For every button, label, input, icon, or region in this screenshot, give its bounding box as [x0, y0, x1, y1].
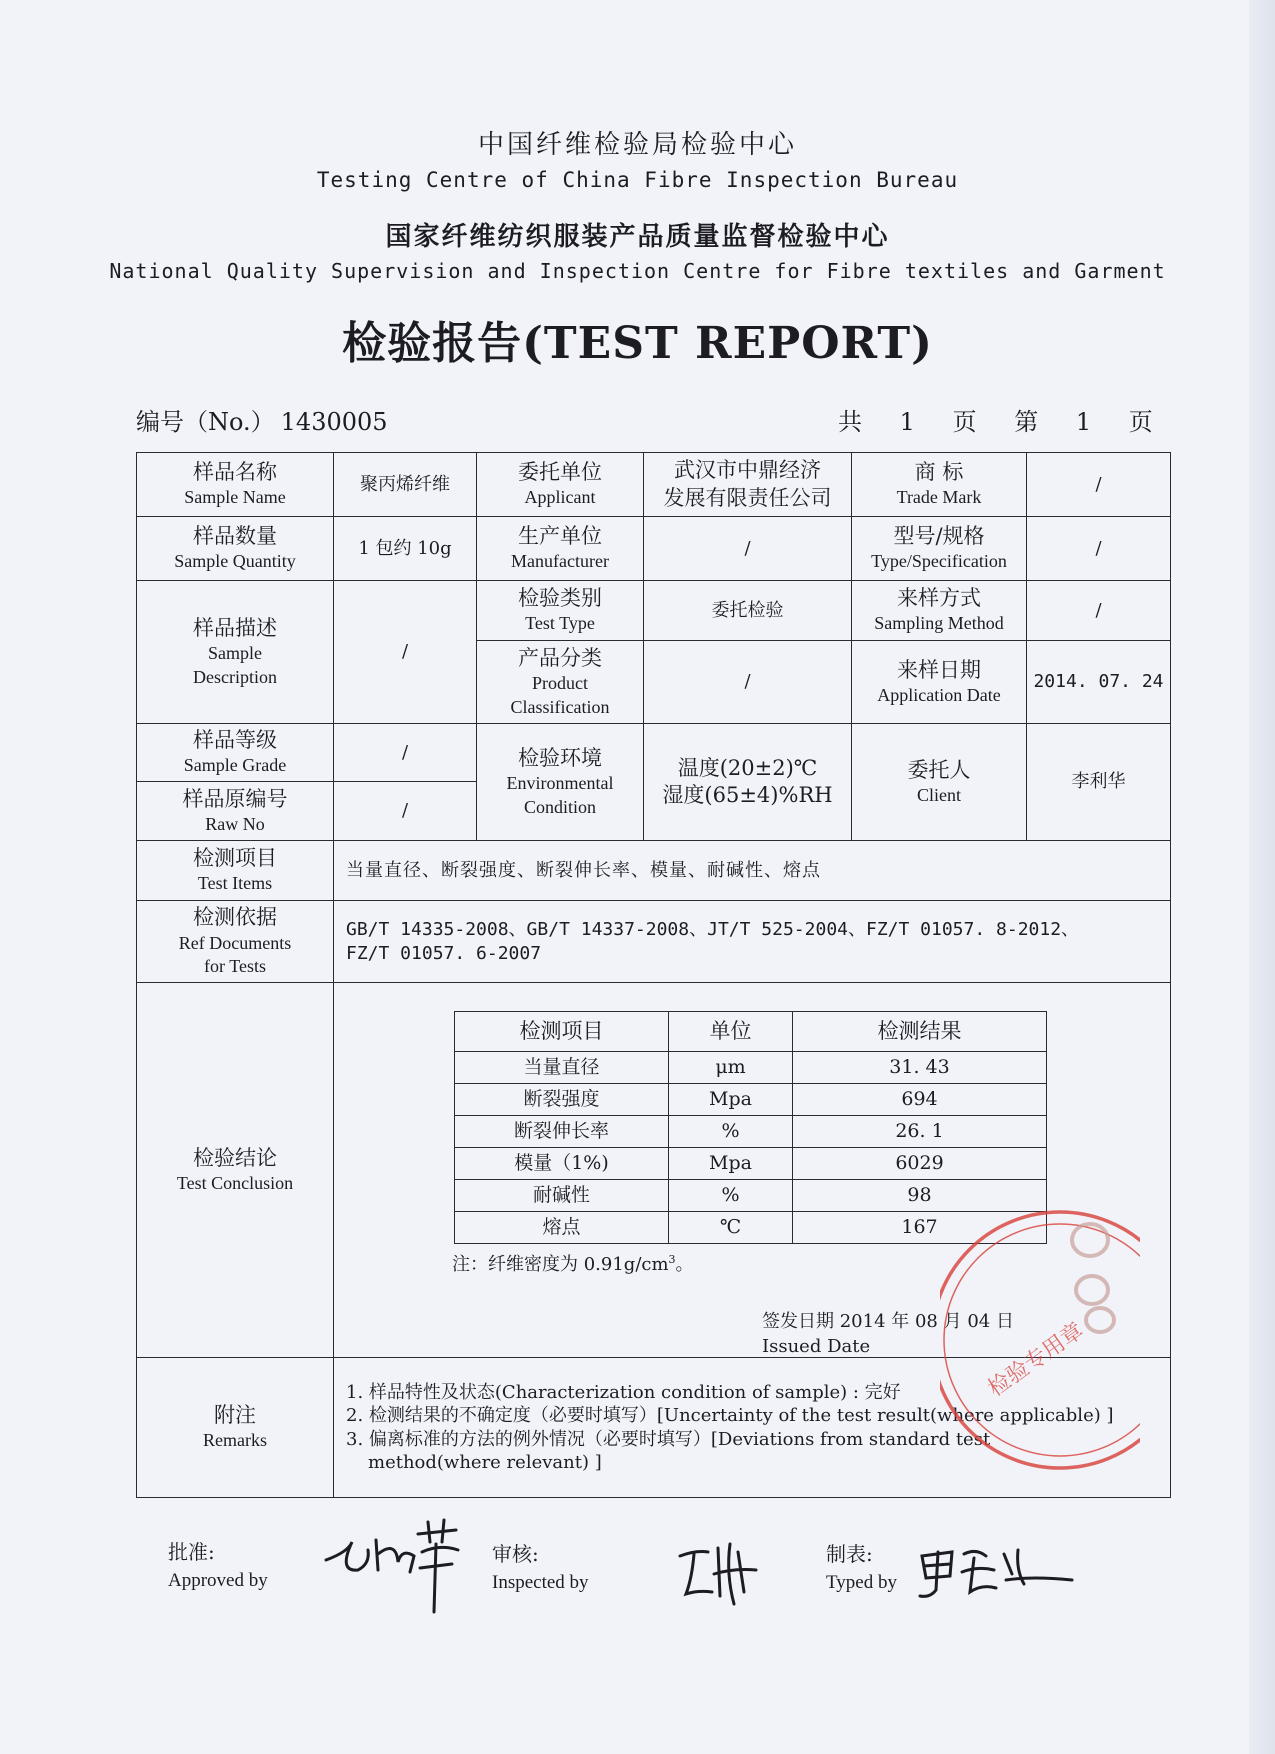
sample-grade-value: /: [334, 724, 477, 782]
approved-by-label: 批准: Approved by: [168, 1540, 268, 1591]
result-unit: %: [669, 1180, 793, 1212]
result-value: 167: [793, 1212, 1047, 1244]
page-current-label: 第: [1014, 408, 1039, 436]
page-unit-2: 页: [1128, 408, 1153, 436]
applicant-value: 武汉市中鼎经济 发展有限责任公司: [644, 453, 852, 517]
results-row: [455, 1052, 1047, 1084]
sampling-method-value: /: [1027, 581, 1171, 641]
inspected-signature: [674, 1534, 764, 1614]
result-item: 耐碱性: [455, 1180, 669, 1212]
manufacturer-label: 生产单位 Manufacturer: [477, 517, 644, 581]
page-total: 1: [899, 408, 915, 436]
remark-3: 3. 偏离标准的方法的例外情况（必要时填写）[Deviations from standard test: [346, 1428, 991, 1450]
results-row: [455, 1212, 1047, 1244]
org-name-cn: 中国纤维检验局检验中心: [477, 130, 797, 160]
environment-label: 检验环境 Environmental Condition: [477, 724, 644, 841]
product-classification-label: 产品分类 Product Classification: [477, 641, 644, 724]
remark-2: 2. 检测结果的不确定度（必要时填写）[Uncertainty of the test result(where applicable) ]: [346, 1405, 1114, 1427]
table-row: [137, 581, 1171, 641]
conclusion-cell: [334, 983, 1171, 1358]
sampling-method-label: 来样方式 Sampling Method: [852, 581, 1027, 641]
client-label: 委托人 Client: [852, 724, 1027, 841]
results-header-row: [455, 1012, 1047, 1052]
table-row: [137, 453, 1171, 517]
sample-grade-label: 样品等级 Sample Grade: [137, 724, 334, 782]
result-item: 断裂伸长率: [455, 1116, 669, 1148]
org-name-en: Testing Centre of China Fibre Inspection Bureau: [316, 168, 959, 192]
manufacturer-value: /: [644, 517, 852, 581]
issued-date: [762, 1309, 1014, 1358]
ref-documents-value: GB/T 14335-2008、GB/T 14337-2008、JT/T 525-2004、FZ/T 01057. 8-2012、 FZ/T 01057. 6-2007: [334, 901, 1171, 983]
result-item: 模量（1%): [455, 1148, 669, 1180]
issued-date-en: Issued Date: [762, 1336, 871, 1358]
raw-no-value: /: [334, 782, 477, 841]
result-item: 当量直径: [455, 1052, 669, 1084]
raw-no-label: 样品原编号 Raw No: [137, 782, 334, 841]
product-classification-value: /: [644, 641, 852, 724]
trade-mark-value: /: [1027, 453, 1171, 517]
issued-date-cn: 签发日期 2014 年 08 月 04 日: [762, 1311, 1014, 1332]
table-row: [137, 841, 1171, 901]
test-items-value: 当量直径、断裂强度、断裂伸长率、模量、耐碱性、熔点: [334, 841, 1171, 901]
application-date-value: 2014. 07. 24: [1027, 641, 1171, 724]
type-spec-label: 型号/规格 Type/Specification: [852, 517, 1027, 581]
results-header-unit: 单位: [669, 1012, 793, 1052]
result-value: 694: [793, 1084, 1047, 1116]
typed-signature: [916, 1540, 1076, 1610]
ref-documents-label: 检测依据 Ref Documents for Tests: [137, 901, 334, 983]
result-value: 31. 43: [793, 1052, 1047, 1084]
remark-4: method(where relevant) ]: [368, 1451, 602, 1473]
result-item: 断裂强度: [455, 1084, 669, 1116]
density-note: 注：纤维密度为 $0.91g/cm^3$。: [452, 1253, 694, 1275]
page-info: [838, 402, 1153, 437]
client-value: 李利华: [1027, 724, 1171, 841]
sample-name-label: 样品名称 Sample Name: [137, 453, 334, 517]
result-value: 6029: [793, 1148, 1047, 1180]
result-item: 熔点: [455, 1212, 669, 1244]
table-row: [137, 1358, 1171, 1498]
report-title: 检验报告(TEST REPORT): [342, 318, 933, 369]
inspected-by-label: 审核: Inspected by: [492, 1542, 589, 1593]
results-header-item: 检测项目: [455, 1012, 669, 1052]
test-type-value: 委托检验: [644, 581, 852, 641]
typed-by-label: 制表: Typed by: [826, 1542, 897, 1593]
application-date-label: 来样日期 Application Date: [852, 641, 1027, 724]
table-row: [137, 517, 1171, 581]
remarks-label: 附注 Remarks: [137, 1358, 334, 1498]
svg-text:检验专用章: 检验专用章: [983, 1318, 1089, 1402]
result-unit: Mpa: [669, 1148, 793, 1180]
results-header-result: 检测结果: [793, 1012, 1047, 1052]
report-number-value: 1430005: [280, 408, 388, 436]
conclusion-label: 检验结论 Test Conclusion: [137, 983, 334, 1358]
results-row: [455, 1148, 1047, 1180]
result-value: 26. 1: [793, 1116, 1047, 1148]
remarks-value: [334, 1358, 1171, 1498]
results-row: [455, 1116, 1047, 1148]
sample-quantity-value: 1 包约 10g: [334, 517, 477, 581]
test-type-label: 检验类别 Test Type: [477, 581, 644, 641]
results-table: [454, 1011, 1047, 1244]
centre-name-cn: 国家纤维纺织服装产品质量监督检验中心: [385, 222, 890, 252]
page-total-label: 共: [838, 408, 862, 436]
report-number-label: 编号（No.）: [136, 408, 275, 436]
report-table: [136, 452, 1171, 1498]
sample-quantity-label: 样品数量 Sample Quantity: [137, 517, 334, 581]
type-spec-value: /: [1027, 517, 1171, 581]
test-items-label: 检测项目 Test Items: [137, 841, 334, 901]
centre-name-en: National Quality Supervision and Inspection Centre for Fibre textiles and Garment: [109, 259, 1166, 283]
results-row: [455, 1180, 1047, 1212]
results-row: [455, 1084, 1047, 1116]
report-number: [136, 402, 394, 437]
result-unit: %: [669, 1116, 793, 1148]
table-row: [137, 983, 1171, 1358]
sample-description-label: 样品描述 Sample Description: [137, 581, 334, 724]
trade-mark-label: 商 标 Trade Mark: [852, 453, 1027, 517]
page-current: 1: [1075, 408, 1092, 436]
table-row: [137, 901, 1171, 983]
table-row: [137, 724, 1171, 782]
result-unit: μm: [669, 1052, 793, 1084]
remark-1: 1. 样品特性及状态(Characterization condition of sample) : 完好: [346, 1381, 901, 1403]
result-unit: Mpa: [669, 1084, 793, 1116]
page-unit-1: 页: [952, 408, 977, 436]
environment-value: 温度(20±2)℃ 湿度(65±4)%RH: [644, 724, 852, 841]
approved-signature: [318, 1512, 468, 1622]
sample-name-value: 聚丙烯纤维: [334, 453, 477, 517]
result-value: 98: [793, 1180, 1047, 1212]
applicant-label: 委托单位 Applicant: [477, 453, 644, 517]
result-unit: ℃: [669, 1212, 793, 1244]
sample-description-value: /: [334, 581, 477, 724]
